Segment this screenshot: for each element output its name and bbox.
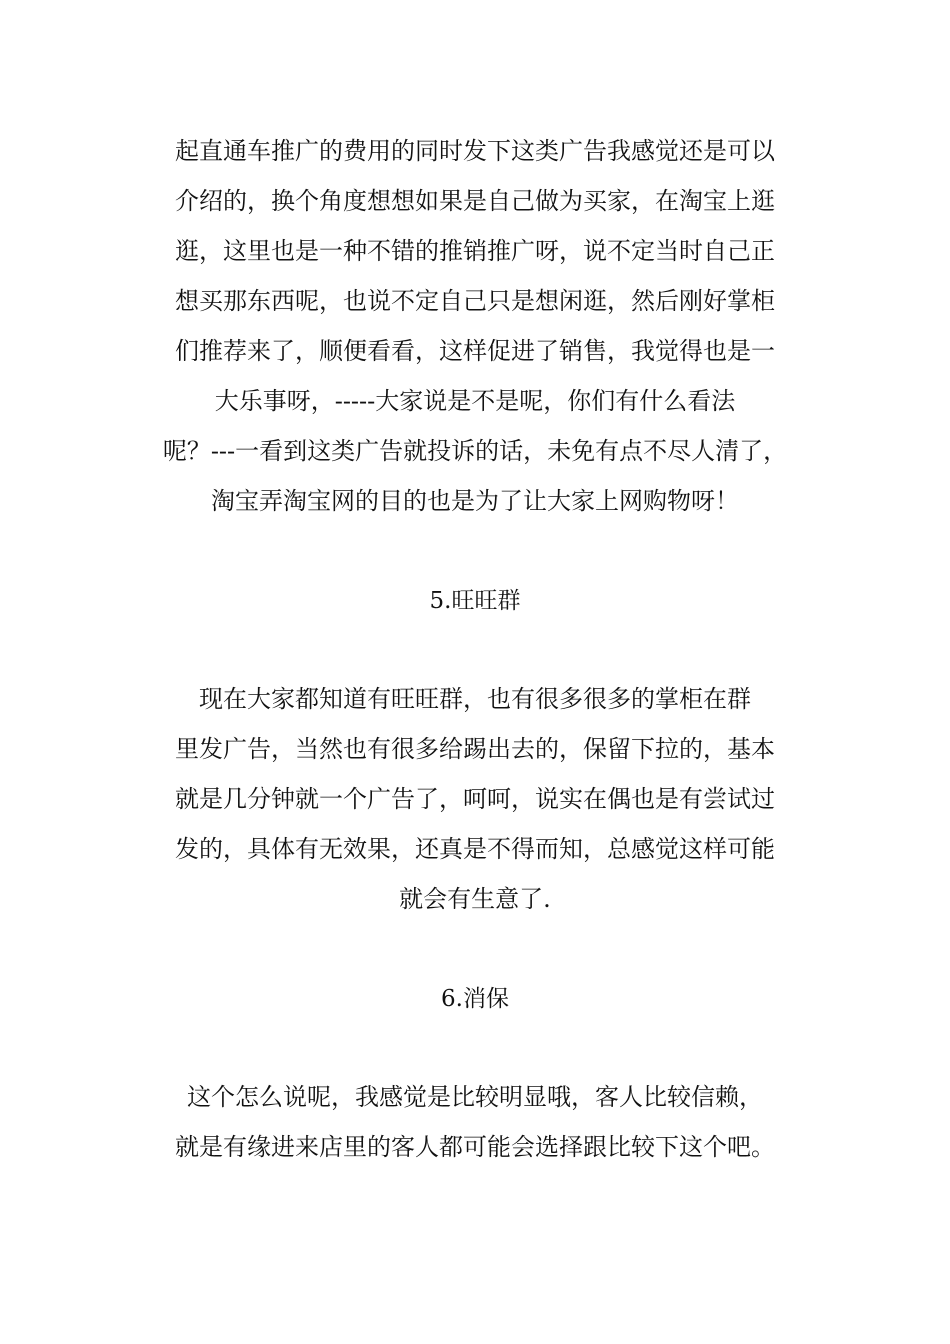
paragraph-line: 就是几分钟就一个广告了，呵呵，说实在偶也是有尝试过 [175,785,775,813]
section-heading-6: 6.消保 [441,986,509,1012]
section-heading-5: 5.旺旺群 [429,588,521,614]
paragraph-line: 介绍的，换个角度想想如果是自己做为买家，在淘宝上逛 [175,187,775,215]
paragraph-line: 就是有缘进来店里的客人都可能会选择跟比较下这个吧。 [175,1133,775,1161]
paragraph-line: 想买那东西呢，也说不定自己只是想闲逛，然后刚好掌柜 [175,287,775,315]
paragraph-line: 们推荐来了，顺便看看，这样促进了销售，我觉得也是一 [175,337,775,365]
paragraph-line: 就会有生意了. [399,885,551,913]
paragraph-line: 起直通车推广的费用的同时发下这类广告我感觉还是可以 [175,137,775,165]
paragraph-line: 这个怎么说呢，我感觉是比较明显哦，客人比较信赖， [187,1083,763,1111]
paragraph-line: 现在大家都知道有旺旺群，也有很多很多的掌柜在群 [199,685,751,713]
paragraph-line: 淘宝弄淘宝网的目的也是为了让大家上网购物呀！ [211,487,739,515]
paragraph-line: 里发广告，当然也有很多给踢出去的，保留下拉的，基本 [175,735,775,763]
paragraph-line: 逛，这里也是一种不错的推销推广呀，说不定当时自己正 [175,237,775,265]
paragraph-line: 发的，具体有无效果，还真是不得而知，总感觉这样可能 [175,835,775,863]
paragraph-line: 呢？---一看到这类广告就投诉的话，未免有点不尽人清了， [162,437,788,465]
paragraph-line: 大乐事呀，-----大家说是不是呢，你们有什么看法 [214,387,736,415]
